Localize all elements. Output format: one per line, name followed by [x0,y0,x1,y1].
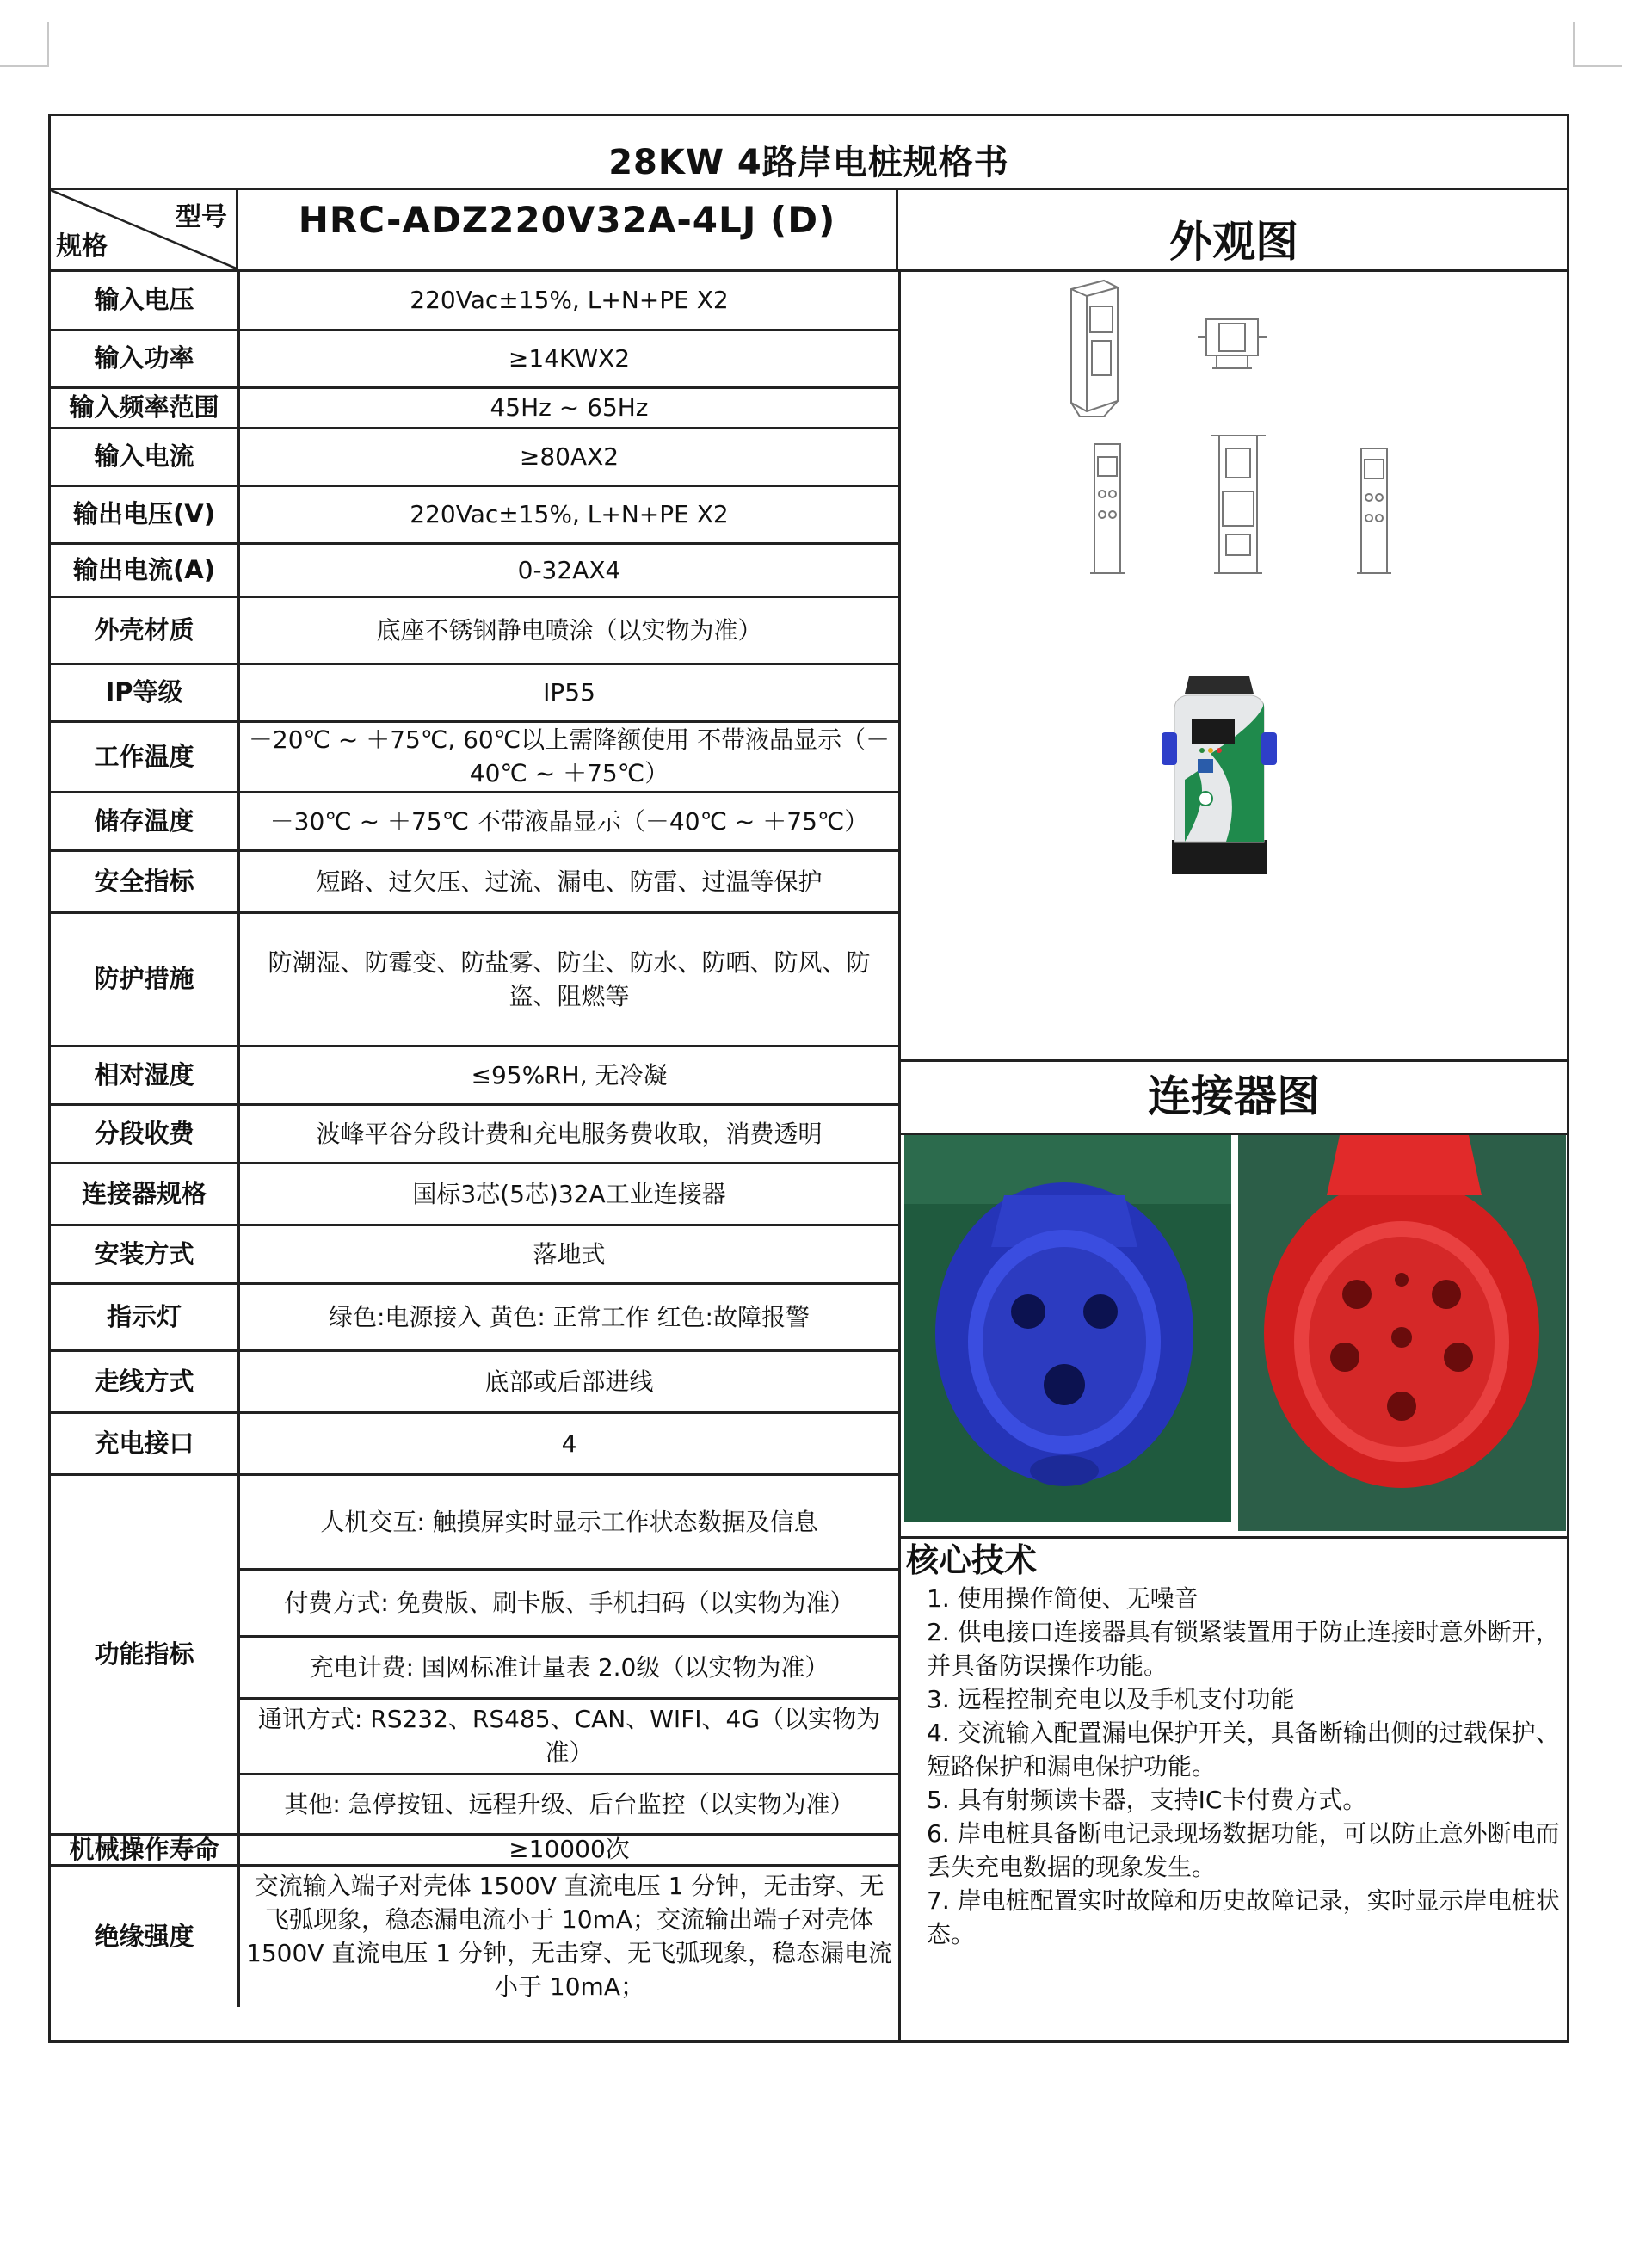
spec-label: 规格 [56,231,108,262]
spec-row [51,485,898,543]
line-drawing-top [1198,319,1267,368]
spec-label: 输入电流 [51,428,239,485]
spec-value: 220Vac±15%, L+N+PE X2 [239,485,899,543]
life-label: 机械操作寿命 [51,1834,239,1865]
spec-label: 外壳材质 [51,596,239,664]
spec-value: 国标3芯(5芯)32A工业连接器 [239,1163,899,1225]
spec-value: ≥80AX2 [239,428,899,485]
right-column [898,272,1567,2040]
spec-value: 220Vac±15%, L+N+PE X2 [239,272,899,330]
blue-connector-photo [904,1135,1231,1522]
spec-value: 底部或后部进线 [239,1350,899,1412]
spec-label: IP等级 [51,664,239,721]
line-drawing-side-left [1090,444,1125,573]
spec-value: 防潮湿、防霉变、防盐雾、防尘、防水、防晒、防风、防盗、阻燃等 [239,912,899,1046]
core-item: 6. 岸电桩具备断电记录现场数据功能，可以防止意外断电而丢失充电数据的现象发生。 [927,1819,1560,1881]
spec-label: 防护措施 [51,912,239,1046]
function-item: 通讯方式: RS232、RS485、CAN、WIFI、4G（以实物为准） [239,1698,899,1774]
insulation-label: 绝缘强度 [51,1865,239,2007]
spec-label: 输入频率范围 [51,387,239,428]
spec-value: 绿色:电源接入 黄色: 正常工作 红色:故障报警 [239,1283,899,1350]
spec-label: 输出电流(A) [51,543,239,596]
spec-label: 输入功率 [51,330,239,387]
function-item: 付费方式: 免费版、刷卡版、手机扫码（以实物为准） [239,1569,899,1636]
spec-row [51,1104,898,1163]
spec-value: 4 [239,1412,899,1474]
spec-label: 输出电压(V) [51,485,239,543]
spec-table [51,272,898,2007]
spec-row [51,387,898,428]
function-row [51,1474,898,1569]
spec-row [51,596,898,664]
core-list [906,1582,1562,1951]
spec-label: 工作温度 [51,721,239,792]
spec-row [51,1163,898,1225]
header-diagonal-cell [51,190,238,269]
spec-row [51,428,898,485]
spec-value: 底座不锈钢静电喷涂（以实物为准） [239,596,899,664]
line-drawing-perspective [1071,281,1118,417]
core-item: 2. 供电接口连接器具有锁紧装置用于防止连接时意外断开，并具备防误操作功能。 [927,1618,1560,1680]
spec-label: 充电接口 [51,1412,239,1474]
core-item: 5. 具有射频读卡器，支持IC卡付费方式。 [927,1786,1367,1814]
spec-label: 指示灯 [51,1283,239,1350]
connector-photos [901,1135,1567,1536]
charger-photo [1162,676,1277,874]
line-drawing-side-right [1357,448,1391,573]
insulation-value: 交流输入端子对壳体 1500V 直流电压 1 分钟，无击穿、无飞弧现象，稳态漏电流小于 10mA；交流输出端子对壳体 1500V 直流电压 1 分钟，无击穿、无飞弧现象，稳态漏电流小于 10mA； [239,1865,899,2007]
model-number: HRC-ADZ220V32A-4LJ (D) [238,190,898,269]
spec-row [51,721,898,792]
appearance-title: 外观图 [1169,217,1298,267]
connector-images [901,1135,1569,1536]
function-item: 充电计费: 国网标准计量表 2.0级（以实物为准） [239,1636,899,1698]
spec-row [51,664,898,721]
spec-label: 分段收费 [51,1104,239,1163]
spec-row [51,850,898,912]
spec-value: 短路、过欠压、过流、漏电、防雷、过温等保护 [239,850,899,912]
spec-label: 安全指标 [51,850,239,912]
model-row [51,190,1567,272]
spec-value: 45Hz ~ 65Hz [239,387,899,428]
spec-label: 输入电压 [51,272,239,330]
spec-value: －30℃ ~ ＋75℃ 不带液晶显示（－40℃ ~ ＋75℃） [239,792,899,850]
core-item: 3. 远程控制充电以及手机支付功能 [927,1685,1295,1713]
charger-drawings [901,272,1569,1059]
spec-value: 落地式 [239,1225,899,1283]
appearance-images [901,272,1567,1062]
spec-label: 连接器规格 [51,1163,239,1225]
spec-value: ≥14KWX2 [239,330,899,387]
page-title: 28KW 4路岸电桩规格书 [51,116,1567,190]
spec-label: 走线方式 [51,1350,239,1412]
core-item: 4. 交流输入配置漏电保护开关，具备断输出侧的过载保护、短路保护和漏电保护功能。 [927,1719,1560,1781]
connector-title: 连接器图 [901,1062,1567,1135]
spec-value: －20℃ ~ ＋75℃, 60℃以上需降额使用 不带液晶显示（－40℃ ~ ＋75℃） [239,721,899,792]
core-technology [901,1536,1567,2040]
spec-row [51,1225,898,1283]
life-row [51,1834,898,1865]
spec-row [51,1350,898,1412]
function-label: 功能指标 [51,1474,239,1834]
crop-mark-top-left [0,22,49,67]
spec-value: ≤95%RH, 无冷凝 [239,1046,899,1104]
spec-label: 相对湿度 [51,1046,239,1104]
spec-label: 安装方式 [51,1225,239,1283]
red-connector-photo [1238,1135,1566,1531]
core-item: 1. 使用操作简便、无噪音 [927,1584,1199,1613]
spec-row [51,792,898,850]
spec-row [51,1412,898,1474]
core-item: 7. 岸电桩配置实时故障和历史故障记录，实时显示岸电桩状态。 [927,1886,1560,1948]
life-value: ≥10000次 [239,1834,899,1865]
spec-sheet [48,114,1569,2043]
insulation-row [51,1865,898,2007]
spec-row [51,272,898,330]
spec-label: 储存温度 [51,792,239,850]
spec-value: 0-32AX4 [239,543,899,596]
core-title: 核心技术 [906,1541,1038,1579]
function-item: 人机交互: 触摸屏实时显示工作状态数据及信息 [239,1474,899,1569]
spec-row [51,1283,898,1350]
crop-mark-top-right [1573,22,1622,67]
spec-row [51,543,898,596]
model-label: 型号 [176,202,227,232]
spec-row [51,1046,898,1104]
spec-row [51,912,898,1046]
spec-value: 波峰平谷分段计费和充电服务费收取，消费透明 [239,1104,899,1163]
spec-value: IP55 [239,664,899,721]
spec-row [51,330,898,387]
line-drawing-front [1211,435,1266,573]
function-item: 其他: 急停按钮、远程升级、后台监控（以实物为准） [239,1774,899,1834]
